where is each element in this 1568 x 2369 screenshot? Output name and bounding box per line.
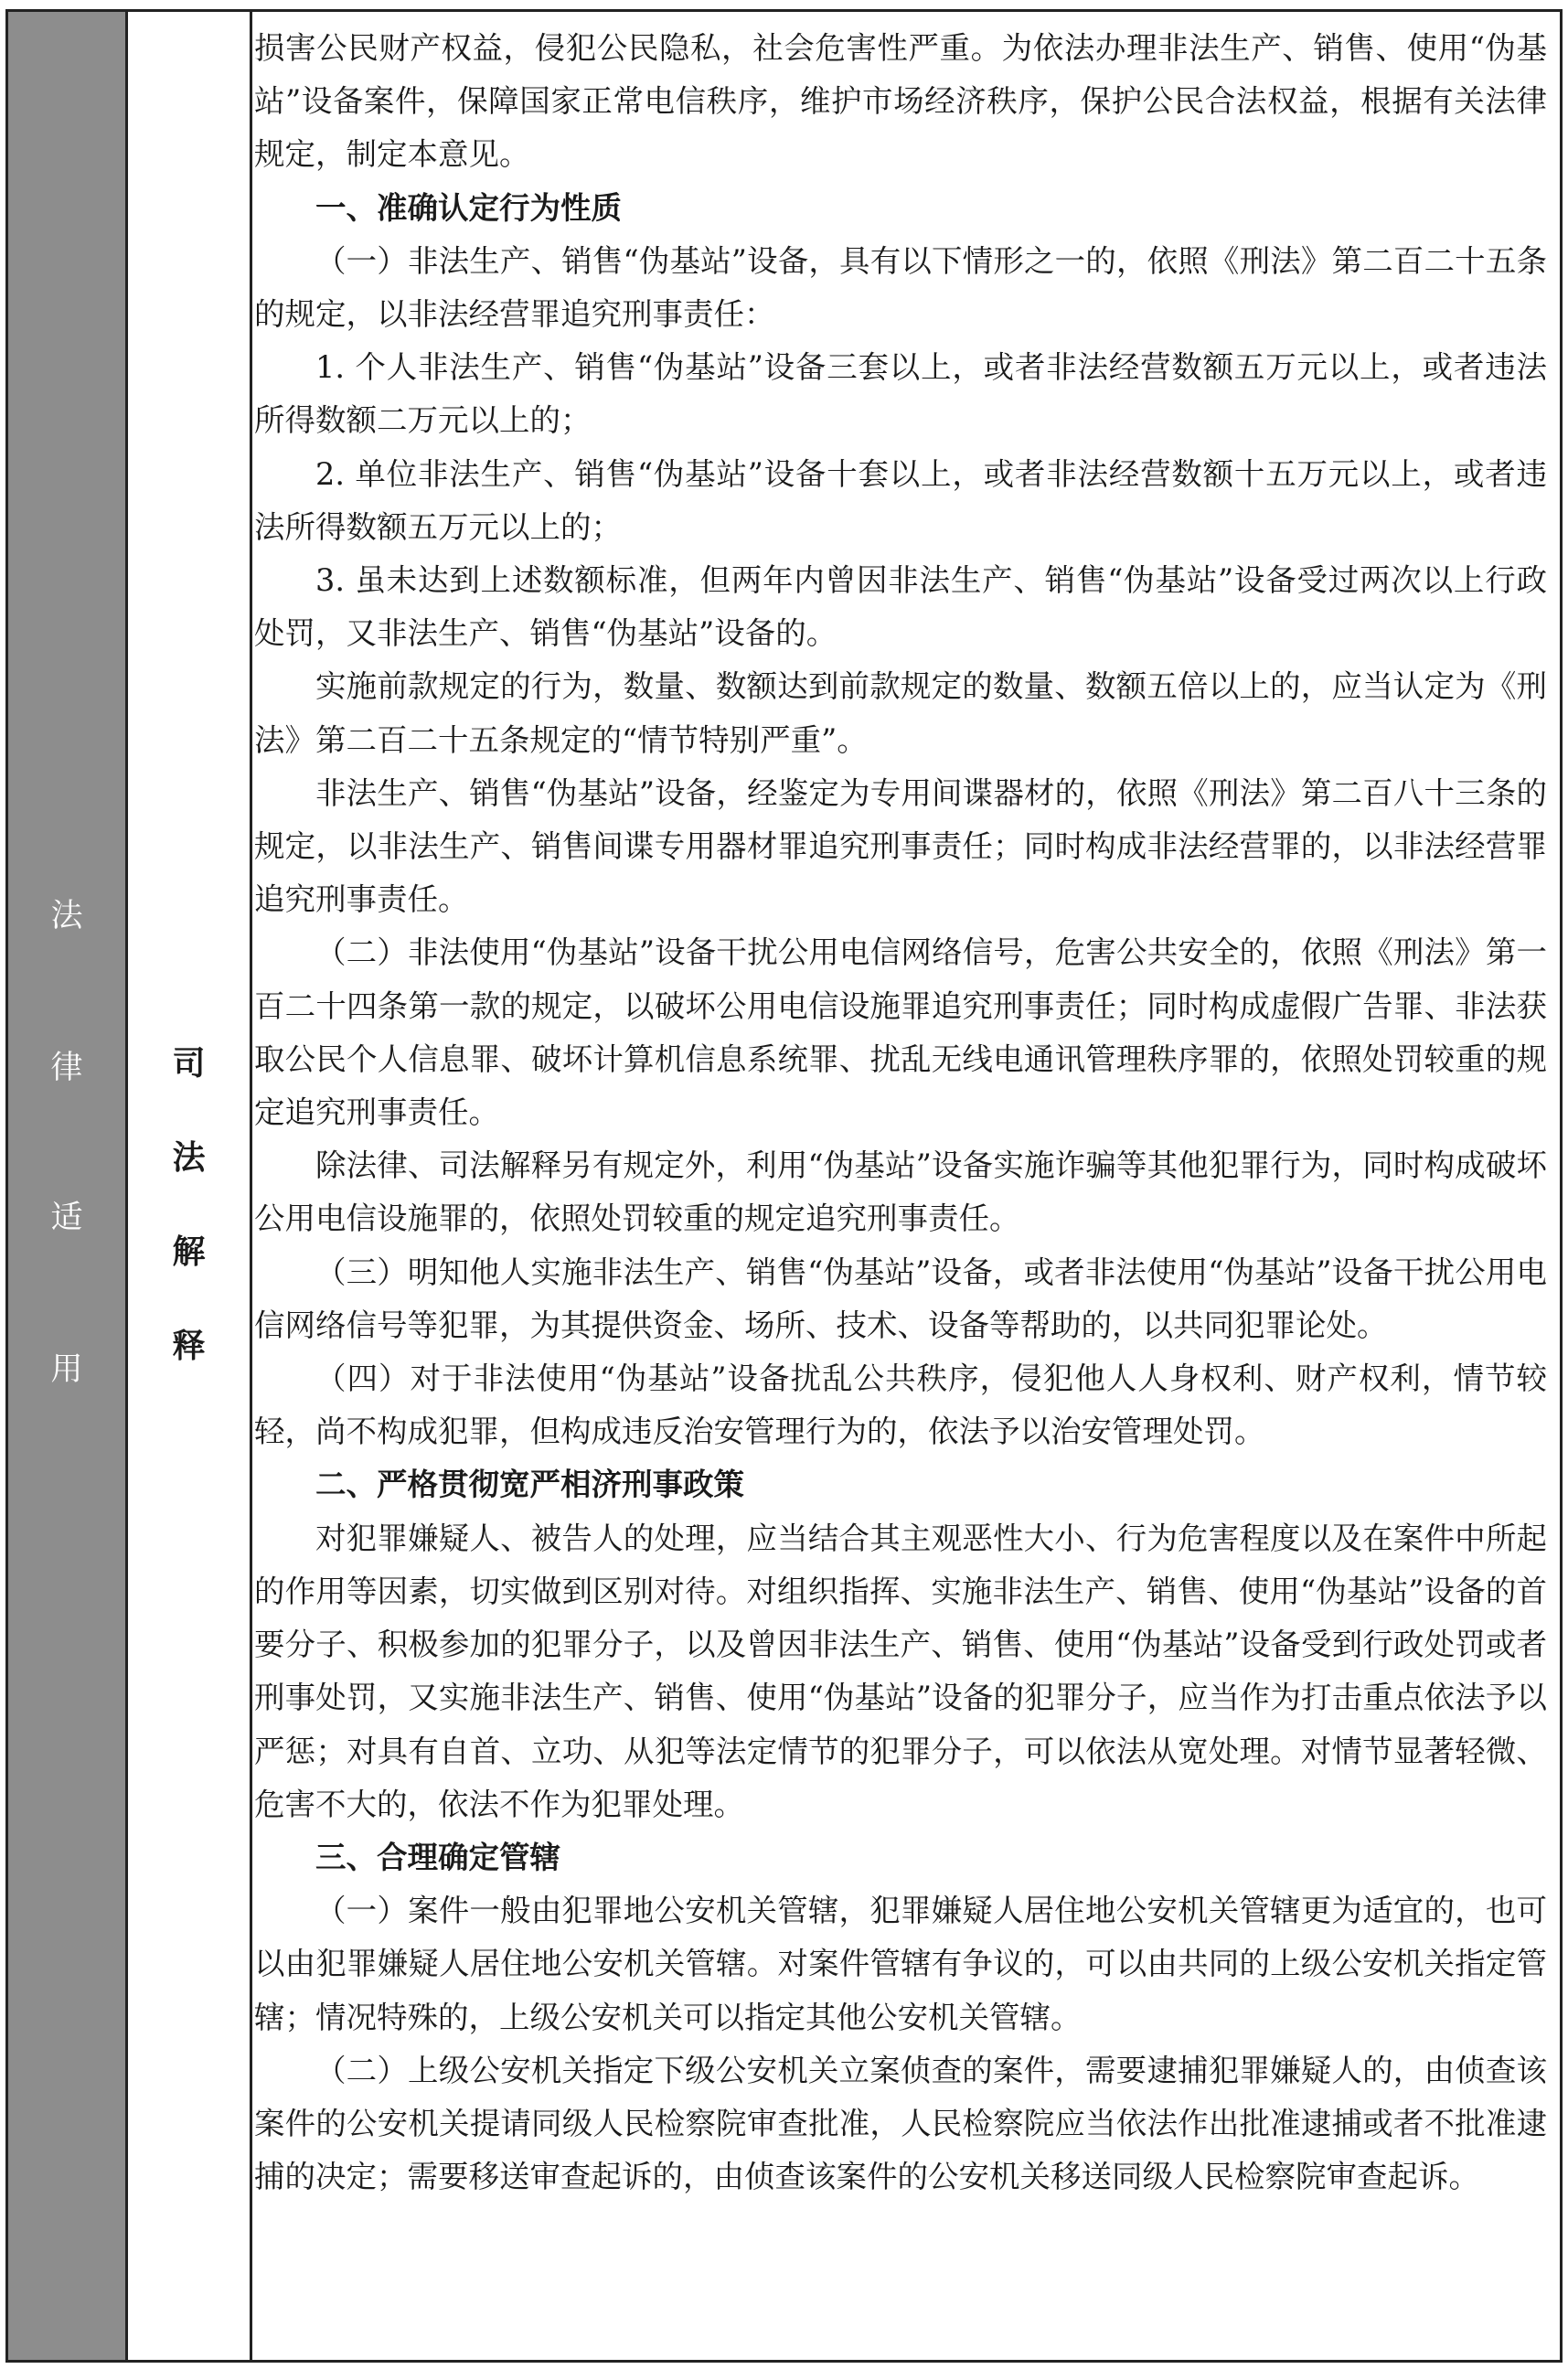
paragraph: （一）案件一般由犯罪地公安机关管辖，犯罪嫌疑人居住地公安机关管辖更为适宜的，也可以由犯罪嫌疑人居住地公安机关管辖。对案件管辖有争议的，可以由共同的上级公安机关指定管辖；情况特殊的，上级公安机关可以指定其他公安机关管辖。	[254, 1893, 1547, 2035]
document-body	[254, 22, 1547, 2344]
section-heading: 一、准确认定行为性质	[315, 189, 622, 226]
section-heading: 二、严格贯彻宽严相济刑事政策	[315, 1467, 744, 1503]
category-char: 律	[50, 1050, 83, 1086]
paragraph: 1. 个人非法生产、销售“伪基站”设备三套以上，或者非法经营数额五万元以上，或者违法所得数额二万元以上的；	[254, 349, 1547, 439]
paragraph: （二）上级公安机关指定下级公安机关立案侦查的案件，需要逮捕犯罪嫌疑人的，由侦查该案件的公安机关提请同级人民检察院审查批准，人民检察院应当依法作出批准逮捕或者不批准逮捕的决定；需要移送审查起诉的，由侦查该案件的公安机关移送同级人民检察院审查起诉。	[254, 2052, 1547, 2195]
paragraph: （四）对于非法使用“伪基站”设备扰乱公共秩序，侵犯他人人身权利、财产权利，情节较轻，尚不构成犯罪，但构成违反治安管理行为的，依法予以治安管理处罚。	[254, 1361, 1547, 1450]
paragraph: 除法律、司法解释另有规定外，利用“伪基站”设备实施诈骗等其他犯罪行为，同时构成破坏公用电信设施罪的，依照处罚较重的规定追究刑事责任。	[254, 1147, 1547, 1237]
subcategory-char: 法	[172, 1139, 206, 1177]
category-char: 适	[50, 1200, 83, 1236]
subcategory-char: 释	[172, 1328, 206, 1365]
category-char: 用	[50, 1351, 83, 1388]
paragraph: （一）非法生产、销售“伪基站”设备，具有以下情形之一的，依照《刑法》第二百二十五条的规定，以非法经营罪追究刑事责任：	[254, 242, 1547, 333]
section-heading: 三、合理确定管辖	[315, 1839, 560, 1875]
subcategory-char: 解	[172, 1233, 206, 1271]
paragraph: 损害公民财产权益，侵犯公民隐私，社会危害性严重。为依法办理非法生产、销售、使用“伪基站”设备案件，保障国家正常电信秩序，维护市场经济秩序，保护公民合法权益，根据有关法律规定，制定本意见。	[254, 30, 1547, 173]
paragraph: 非法生产、销售“伪基站”设备，经鉴定为专用间谍器材的，依照《刑法》第二百八十三条的规定，以非法生产、销售间谍专用器材罪追究刑事责任；同时构成非法经营罪的，以非法经营罪追究刑事责任。	[254, 774, 1547, 918]
paragraph: 实施前款规定的行为，数量、数额达到前款规定的数量、数额五倍以上的，应当认定为《刑法》第二百二十五条规定的“情节特别严重”。	[254, 668, 1547, 758]
paragraph: 对犯罪嫌疑人、被告人的处理，应当结合其主观恶性大小、行为危害程度以及在案件中所起的作用等因素，切实做到区别对待。对组织指挥、实施非法生产、销售、使用“伪基站”设备的首要分子、积极参加的犯罪分子，以及曾因非法生产、销售、使用“伪基站”设备受到行政处罚或者刑事处罚，又实施非法生产、销售、使用“伪基站”设备的犯罪分子，应当作为打击重点依法予以严惩；对具有自首、立功、从犯等法定情节的犯罪分子，可以依法从宽处理。对情节显著轻微、危害不大的，依法不作为犯罪处理。	[254, 1520, 1547, 1822]
paragraph: （三）明知他人实施非法生产、销售“伪基站”设备，或者非法使用“伪基站”设备干扰公用电信网络信号等犯罪，为其提供资金、场所、技术、设备等帮助的，以共同犯罪论处。	[254, 1254, 1547, 1343]
subcategory-column	[128, 12, 252, 2360]
subcategory-char: 司	[172, 1045, 206, 1083]
paragraph: （二）非法使用“伪基站”设备干扰公用电信网络信号，危害公共安全的，依照《刑法》第一百二十四条第一款的规定，以破坏公用电信设施罪追究刑事责任；同时构成虚假广告罪、非法获取公民个人信息罪、破坏计算机信息系统罪、扰乱无线电通讯管理秩序罪的，依照处罚较重的规定追究刑事责任。	[254, 934, 1547, 1131]
paragraph: 3. 虽未达到上述数额标准，但两年内曾因非法生产、销售“伪基站”设备受过两次以上行政处罚，又非法生产、销售“伪基站”设备的。	[254, 562, 1547, 652]
paragraph: 2. 单位非法生产、销售“伪基站”设备十套以上，或者非法经营数额十五万元以上，或者违法所得数额五万元以上的；	[254, 455, 1547, 545]
category-char: 法	[50, 898, 83, 934]
category-column	[8, 12, 128, 2360]
